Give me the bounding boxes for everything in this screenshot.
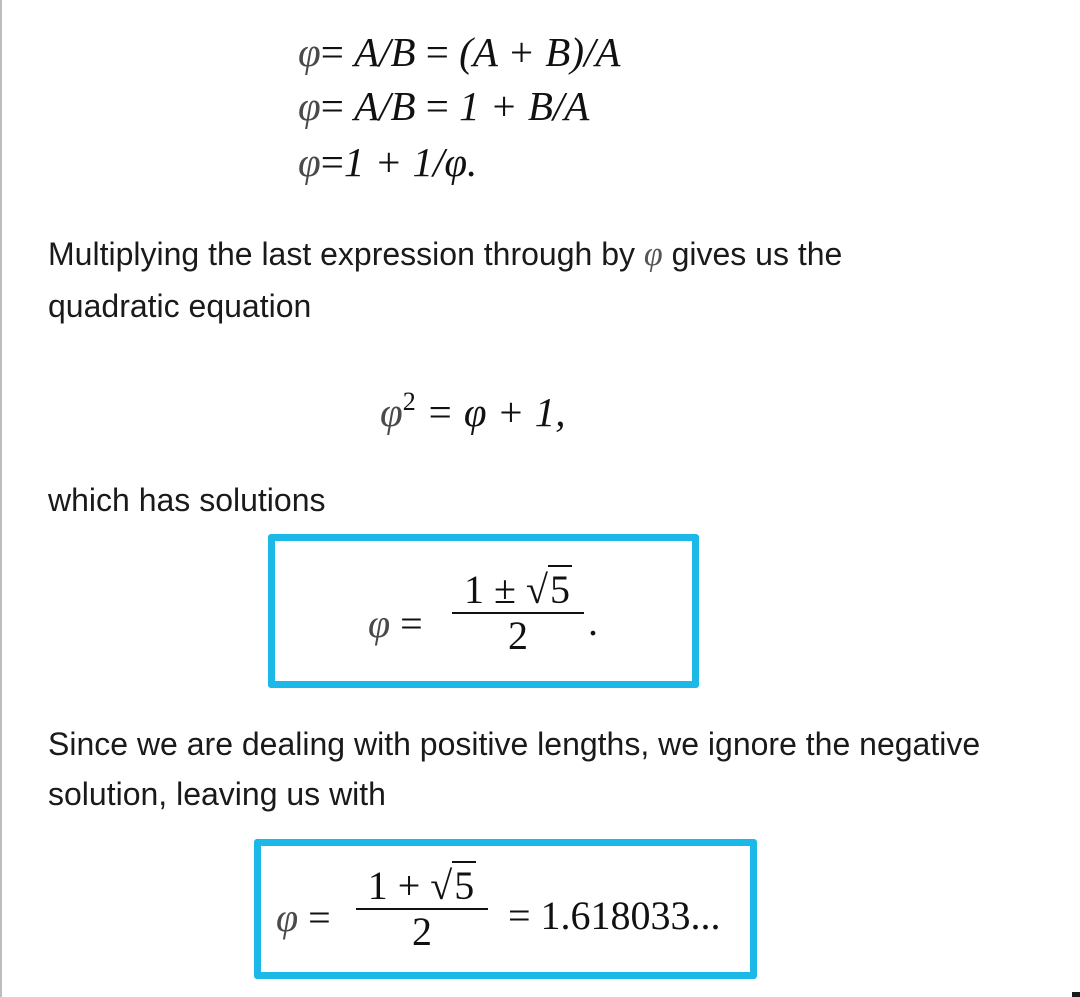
equals-sign: = <box>400 601 423 646</box>
paragraph-text: Since we are dealing with positive lengths, we ignore the negative <box>48 726 981 762</box>
paragraph-multiplying-line-2 <box>48 280 311 332</box>
ratio-a-b: A/B <box>354 83 416 129</box>
fraction-denominator: 2 <box>412 909 432 954</box>
corner-mark <box>1072 992 1080 997</box>
equals-sign: = <box>320 83 344 129</box>
equation-rhs: (A + B)/A <box>459 29 621 75</box>
equation-rhs: 1 + B/A <box>459 83 590 129</box>
equals-sign: = <box>425 83 449 129</box>
paragraph-positive-lengths-line-2 <box>48 768 386 820</box>
paragraph-solutions <box>48 474 325 526</box>
phi-symbol: φ <box>368 601 391 646</box>
equation-line-3 <box>298 138 477 186</box>
solutions-lhs <box>368 602 423 646</box>
phi-symbol: φ <box>643 236 663 273</box>
paragraph-positive-lengths <box>48 718 980 770</box>
paragraph-text: which has solutions <box>48 482 326 518</box>
result-lhs <box>276 896 331 940</box>
phi-symbol: φ <box>298 139 321 185</box>
trailing-period: . <box>588 599 598 644</box>
radicand: 5 <box>454 863 475 908</box>
result-fraction <box>356 864 488 954</box>
equals-sign: = <box>320 29 344 75</box>
result-value: = 1.618033... <box>508 893 721 938</box>
ratio-a-b: A/B <box>354 29 416 75</box>
square-root <box>430 864 476 908</box>
paragraph-text: quadratic equation <box>48 288 312 324</box>
square-root <box>526 568 572 612</box>
quadratic-equation <box>380 378 565 436</box>
equals-sign: = <box>308 895 331 940</box>
radicand: 5 <box>549 567 570 612</box>
paragraph-multiplying <box>48 228 842 281</box>
equals-sign: = <box>425 29 449 75</box>
paragraph-text: gives us the <box>662 236 843 272</box>
phi-symbol: φ <box>298 29 321 75</box>
phi-symbol: φ <box>380 389 403 435</box>
left-border-rule <box>0 0 2 997</box>
paragraph-text: Multiplying the last expression through by <box>48 236 644 272</box>
radical-sign: √ <box>526 567 548 612</box>
equation-line-2 <box>298 82 589 130</box>
fraction-numerator: 1 ± √5 <box>464 567 570 612</box>
phi-symbol: φ <box>276 895 299 940</box>
fraction-numerator: 1 + √5 <box>367 863 475 908</box>
radical-sign: √ <box>430 863 453 908</box>
phi-symbol: φ <box>298 83 321 129</box>
exponent: 2 <box>402 387 416 416</box>
equation-rhs: = φ + 1, <box>415 389 566 435</box>
fraction-denominator: 2 <box>508 613 528 658</box>
equals-sign: = <box>320 139 344 185</box>
solutions-fraction <box>452 568 584 658</box>
equation-rhs: 1 + 1/φ. <box>343 139 478 185</box>
paragraph-text: solution, leaving us with <box>48 776 386 812</box>
equation-line-1 <box>298 28 620 76</box>
